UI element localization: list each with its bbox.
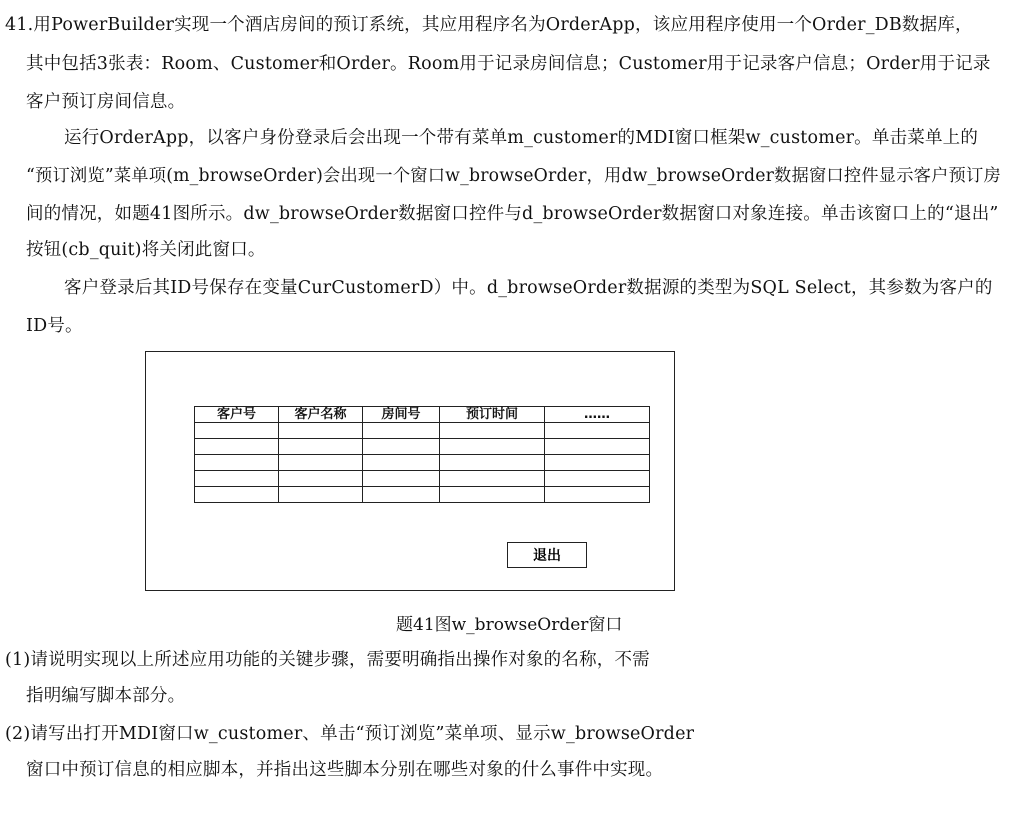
column-header: …… [545, 407, 650, 423]
table-row [195, 471, 650, 487]
quit-button[interactable]: 退出 [507, 542, 587, 568]
question-line-8: 客户登录后其ID号保存在变量CurCustomerD）中。d_browseOrder数据源的类型为SQL Select，其参数为客户的 [64, 278, 993, 298]
browse-order-window [145, 351, 675, 591]
figure-caption: 题41图w_browseOrder窗口 [396, 615, 623, 635]
question-line-9: ID号。 [26, 316, 83, 336]
sub-question-2-line-1: (2)请写出打开MDI窗口w_customer、单击“预订浏览”菜单项、显示w_browseOrder [5, 724, 695, 744]
table-row [195, 439, 650, 455]
question-line-5: “预订浏览”菜单项(m_browseOrder)会出现一个窗口w_browseOrder，用dw_browseOrder数据窗口控件显示客户预订房 [26, 166, 1001, 186]
table-row [195, 455, 650, 471]
table-row [195, 487, 650, 503]
column-header: 客户名称 [279, 407, 363, 423]
order-datawindow [194, 406, 650, 503]
question-line-2: 其中包括3张表：Room、Customer和Order。Room用于记录房间信息；Customer用于记录客户信息；Order用于记录 [26, 54, 991, 74]
table-header-row [195, 407, 650, 423]
question-line-7: 按钮(cb_quit)将关闭此窗口。 [26, 240, 266, 260]
question-line-6: 间的情况，如题41图所示。dw_browseOrder数据窗口控件与d_browseOrder数据窗口对象连接。单击该窗口上的“退出” [26, 204, 999, 224]
table-row [195, 423, 650, 439]
question-line-4: 运行OrderApp，以客户身份登录后会出现一个带有菜单m_customer的MDI窗口框架w_customer。单击菜单上的 [64, 128, 979, 148]
sub-question-1-line-2: 指明编写脚本部分。 [26, 686, 186, 706]
sub-question-2-line-2: 窗口中预订信息的相应脚本，并指出这些脚本分别在哪些对象的什么事件中实现。 [26, 760, 664, 780]
question-line-3: 客户预订房间信息。 [26, 92, 186, 112]
question-line-1: 41.用PowerBuilder实现一个酒店房间的预订系统，其应用程序名为OrderApp，该应用程序使用一个Order_DB数据库， [5, 15, 973, 35]
column-header: 预订时间 [440, 407, 545, 423]
column-header: 房间号 [363, 407, 440, 423]
sub-question-1-line-1: (1)请说明实现以上所述应用功能的关键步骤，需要明确指出操作对象的名称，不需 [5, 650, 650, 670]
column-header: 客户号 [195, 407, 279, 423]
